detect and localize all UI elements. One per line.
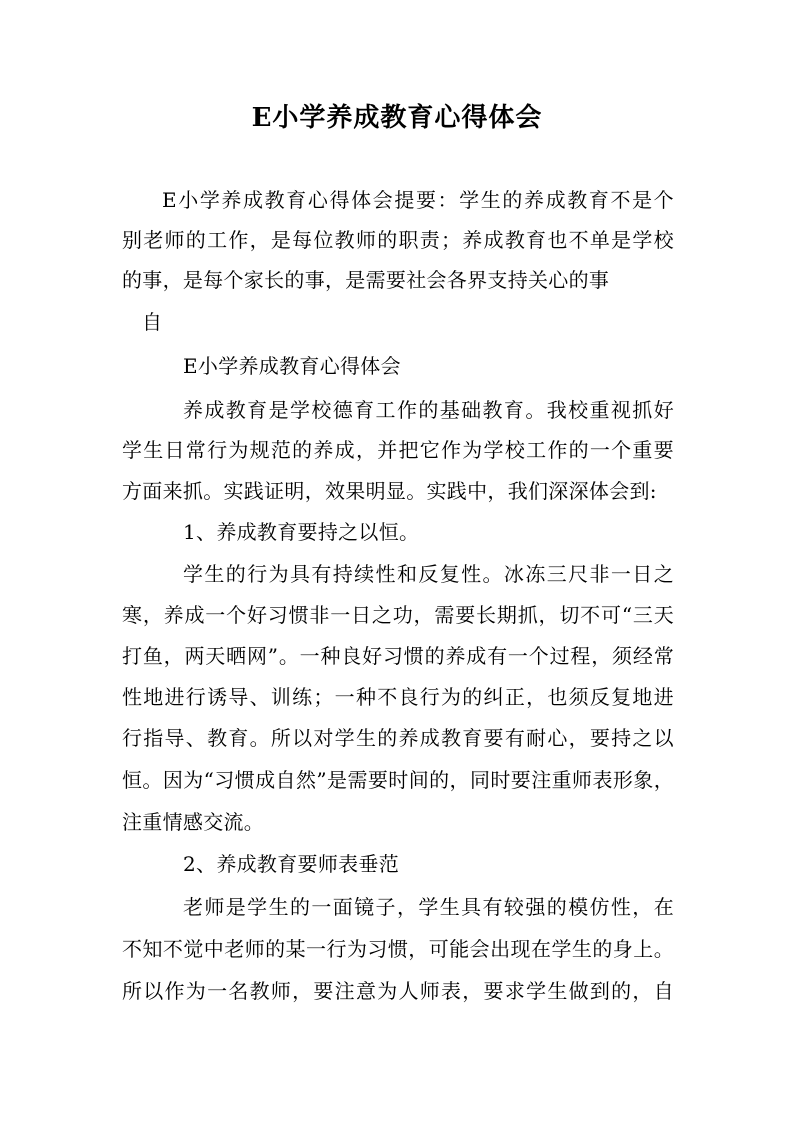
text-line: 方面来抓。实践证明，效果明显。实践中，我们深深体会到: <box>122 479 657 503</box>
section-heading: E小学养成教育心得体会 <box>183 354 401 378</box>
text-line: 别老师的工作，是每位教师的职责；养成教育也不单是学校 <box>122 228 674 252</box>
text-line: 学生日常行为规范的养成，并把它作为学校工作的一个重要 <box>122 438 674 462</box>
text-line: 打鱼，两天晒网”。一种良好习惯的养成有一个过程，须经常 <box>122 644 674 668</box>
text-line: 老师是学生的一面镜子，学生具有较强的模仿性，在 <box>183 895 674 919</box>
section-heading: 2、养成教育要师表垂范 <box>183 852 400 876</box>
text-line: 自 <box>142 310 163 334</box>
text-line: 养成教育是学校德育工作的基础教育。我校重视抓好 <box>183 398 674 422</box>
text-line: 性地进行诱导、训练；一种不良行为的纠正，也须反复地进 <box>122 685 674 709</box>
text-line: 所以作为一名教师，要注意为人师表，要求学生做到的，自 <box>122 979 674 1003</box>
text-line: 行指导、教育。所以对学生的养成教育要有耐心，要持之以 <box>122 726 674 750</box>
text-line: 恒。因为“习惯成自然”是需要时间的，同时要注重师表形象， <box>122 768 674 792</box>
text-line: 的事，是每个家长的事，是需要社会各界支持关心的事 <box>122 268 610 292</box>
text-line: 寒，养成一个好习惯非一日之功，需要长期抓，切不可“三天 <box>122 603 674 627</box>
text-line: 不知不觉中老师的某一行为习惯，可能会出现在学生的身上。 <box>122 937 674 961</box>
text-line: 学生的行为具有持续性和反复性。冰冻三尺非一日之 <box>183 562 674 586</box>
document-title: E小学养成教育心得体会 <box>251 103 543 133</box>
section-heading: 1、养成教育要持之以恒。 <box>183 520 420 544</box>
text-line: E小学养成教育心得体会提要：学生的养成教育不是个 <box>162 188 674 212</box>
text-line: 注重情感交流。 <box>122 810 265 834</box>
